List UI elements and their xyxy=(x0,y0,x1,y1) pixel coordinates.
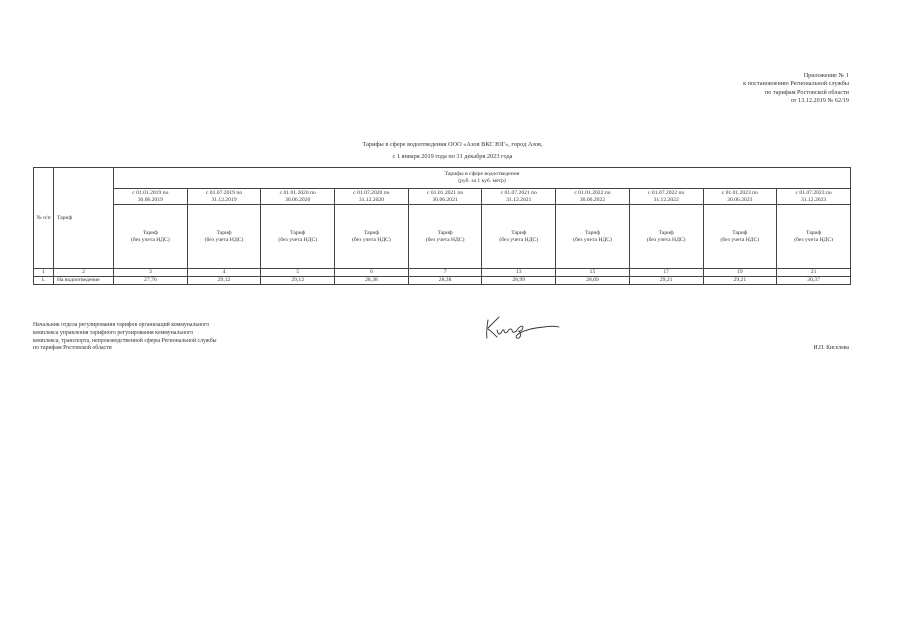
appendix-line-3: по тарифам Ростовской области xyxy=(764,88,849,96)
signer-position-line-2: комплекса управления тарифного регулирования коммунального xyxy=(33,329,194,336)
tariff-label-cell xyxy=(482,205,556,269)
handwritten-signature xyxy=(482,312,562,342)
period-row xyxy=(34,189,851,205)
period-from: с 01.01.2019 по xyxy=(132,189,169,196)
column-number: 2 xyxy=(54,269,114,277)
tariff-label: Тариф xyxy=(437,229,453,236)
column-number: 1 xyxy=(34,269,54,277)
period-to: 31.12.2019 xyxy=(211,196,237,203)
tariff-label-cell xyxy=(114,205,188,269)
column-number-row xyxy=(34,269,851,277)
tariff-note: (без учета НДС) xyxy=(425,236,465,243)
tariff-value: 29,12 xyxy=(261,276,335,284)
tariff-label: Тариф xyxy=(806,229,822,236)
tariff-label: Тариф xyxy=(216,229,232,236)
tariff-label-cell xyxy=(556,205,630,269)
column-number: 7 xyxy=(408,269,482,277)
tariff-value: 30,37 xyxy=(777,276,851,284)
tariff-label: Тариф xyxy=(142,229,158,236)
tariff-note: (без учета НДС) xyxy=(204,236,244,243)
col-num-header: № п/п xyxy=(34,168,54,269)
tariff-label: Тариф xyxy=(363,229,379,236)
tariff-note: (без учета НДС) xyxy=(573,236,612,243)
period-to: 31.12.2020 xyxy=(358,196,384,203)
period-to: 30.06.2019 xyxy=(137,196,163,203)
tariff-label: Тариф xyxy=(732,229,748,236)
tariff-value: 28,38 xyxy=(408,276,482,284)
signer-position-line-4: по тарифам Ростовской области xyxy=(33,345,112,352)
appendix-line-4: от 13.12.2019 № 62/19 xyxy=(790,96,849,104)
group-header-line-1: Тарифы в сфере водоотведения xyxy=(444,171,520,178)
col-tariff-header: Тариф xyxy=(54,168,114,269)
appendix-line-2: к постановлению Региональной службы xyxy=(743,80,849,88)
period-cell xyxy=(482,189,556,205)
tariff-value: 28,99 xyxy=(482,276,556,284)
period-to: 31.12.2023 xyxy=(801,196,827,203)
period-to: 30.06.2022 xyxy=(579,196,606,203)
period-from: с 01.07.2021 по xyxy=(500,189,537,196)
period-from: с 01.07.2019 по xyxy=(205,189,243,196)
column-number: 19 xyxy=(703,269,777,277)
document-title xyxy=(0,139,905,163)
tariff-value: 28,09 xyxy=(556,276,630,284)
table-header-row xyxy=(34,168,851,189)
tariff-label-cell xyxy=(335,205,409,269)
tariff-label: Тариф xyxy=(584,229,601,236)
period-from: с 01.07.2022 по xyxy=(648,189,685,196)
tariff-value: 29,21 xyxy=(703,276,777,284)
period-from: с 01.01.2020 по xyxy=(279,189,316,196)
period-from: с 01.07.2020 по xyxy=(353,189,390,196)
row-name: На водоотведение xyxy=(54,276,114,284)
tariff-value: 27,76 xyxy=(114,276,188,284)
tariff-label-cell xyxy=(777,205,851,269)
appendix-line-1: Приложение № 1 xyxy=(803,72,849,79)
title-line-2: с 1 января 2019 года по 31 декабря 2023 года xyxy=(392,153,513,160)
appendix-note xyxy=(743,72,849,105)
tariff-note: (без учета НДС) xyxy=(352,236,391,243)
column-number: 4 xyxy=(187,269,261,277)
period-to: 30.06.2021 xyxy=(432,196,458,203)
period-cell xyxy=(114,189,188,205)
column-number: 6 xyxy=(335,269,409,277)
period-to: 31.12.2021 xyxy=(506,196,532,203)
tariff-value: 29,12 xyxy=(187,276,261,284)
tariff-label-cell xyxy=(629,205,703,269)
tariff-label-cell xyxy=(703,205,777,269)
period-to: 30.06.2023 xyxy=(727,196,753,203)
period-cell xyxy=(777,189,851,205)
period-from: с 01.07.2023 по xyxy=(795,189,832,196)
period-from: с 01.01.2023 по xyxy=(721,189,758,196)
column-number: 5 xyxy=(261,269,335,277)
period-cell xyxy=(703,189,777,205)
tariff-label-cell xyxy=(261,205,335,269)
title-line-1: Тарифы в сфере водоотведения ООО «Азов ВКС ЮГ», город Азов, xyxy=(362,141,543,148)
tariff-label-cell xyxy=(187,205,261,269)
signer-position xyxy=(33,322,217,353)
column-number: 15 xyxy=(556,269,630,277)
period-to: 31.12.2022 xyxy=(653,196,679,203)
column-number: 17 xyxy=(629,269,703,277)
tariff-label-row xyxy=(34,205,851,269)
period-to: 30.06.2020 xyxy=(285,196,311,203)
period-cell xyxy=(408,189,482,205)
period-from: с 01.01.2021 по xyxy=(426,189,464,196)
tariff-note: (без учета НДС) xyxy=(646,236,686,243)
period-cell xyxy=(187,189,261,205)
period-cell xyxy=(556,189,630,205)
column-number: 3 xyxy=(114,269,188,277)
tariff-note: (без учета НДС) xyxy=(720,236,760,243)
period-cell xyxy=(261,189,335,205)
period-cell xyxy=(335,189,409,205)
period-cell xyxy=(629,189,703,205)
tariff-value: 28,38 xyxy=(335,276,409,284)
tariff-table xyxy=(33,167,851,285)
signer-position-line-1: Начальник отдела регулирования тарифов организаций коммунального xyxy=(33,322,210,328)
signer-name: И.П. Киселева xyxy=(813,345,849,351)
tariff-value: 29,21 xyxy=(629,276,703,284)
tariff-note: (без учета НДС) xyxy=(278,236,318,243)
column-number: 21 xyxy=(777,269,851,277)
column-number: 13 xyxy=(482,269,556,277)
group-header xyxy=(114,168,851,189)
signer-position-line-3: комплекса, транспорта, непроизводственной сферы Региональной службы xyxy=(33,337,217,344)
group-header-line-2: (руб. за 1 куб. метр) xyxy=(458,178,506,184)
tariff-note: (без учета НДС) xyxy=(130,236,170,243)
row-number: 1. xyxy=(34,276,54,284)
tariff-label-cell xyxy=(408,205,482,269)
table-row xyxy=(34,276,851,284)
tariff-label: Тариф xyxy=(290,229,306,236)
tariff-note: (без учета НДС) xyxy=(794,236,833,243)
tariff-label: Тариф xyxy=(511,229,527,236)
period-from: с 01.01.2022 по xyxy=(574,189,611,196)
tariff-label: Тариф xyxy=(658,229,674,236)
tariff-note: (без учета НДС) xyxy=(499,236,539,243)
